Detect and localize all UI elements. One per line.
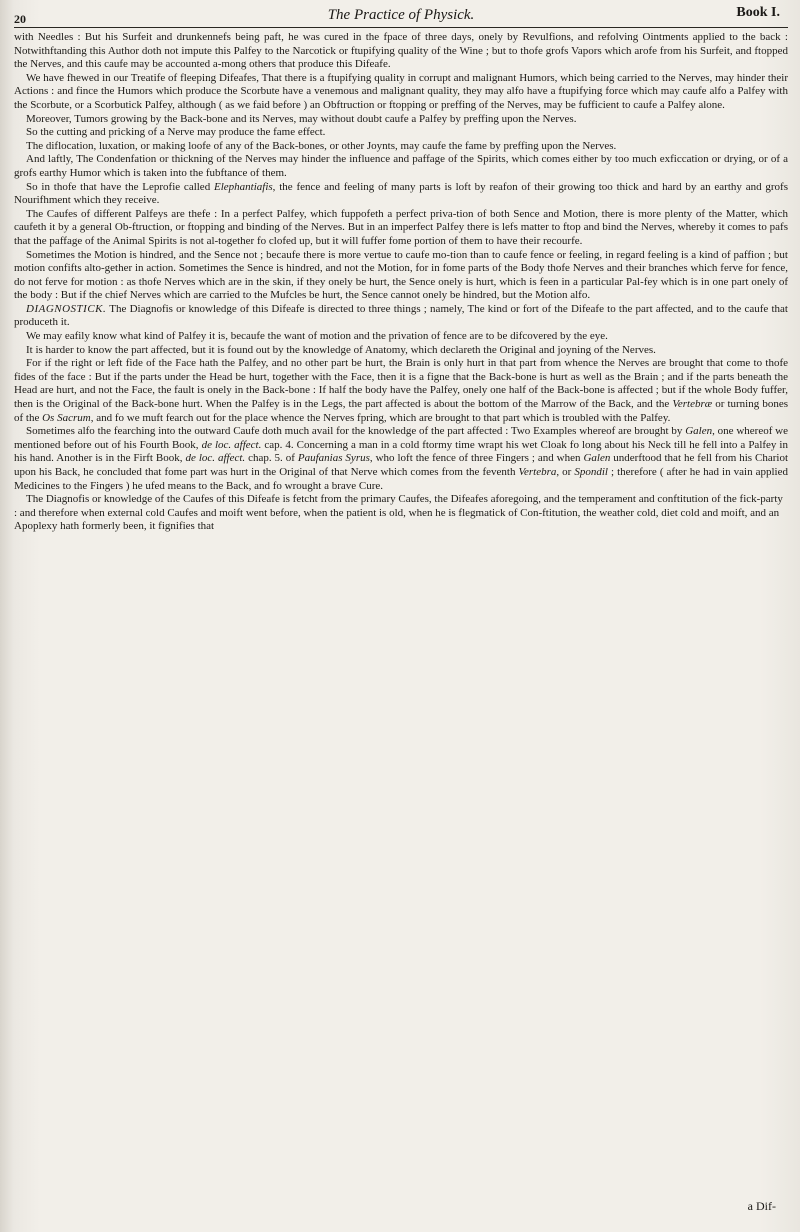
running-header: [14, 3, 788, 28]
paragraph: Sometimes the Motion is hindred, and the Sence not ; becaufe there is more vertue to caufe mo-tion than to caufe fence or feeling, in regard feeling is a kind of paffion ; but motion confifts alto-gether in action. Sometimes the Sence is hindred, and not the Motion, for in fome parts of the Body thofe Nerves and their branches which ferve for fence, do not ferve for motion : as thofe Nerves which are in the skin, if they onely be hurt, the Sence onely is hurt, which is feen in a particular Pal-fey which is in one part onely of the body : But if the chief Nerves which are carried to the Mufcles be hurt, the Sence cannot onely be hindred, but the Motion alfo.: [14, 248, 788, 302]
paragraph: Sometimes alfo the fearching into the outward Caufe doth much avail for the knowledge of the part affected : Two Examples whereof are brought by Galen, one whereof we mentioned before out of his Fourth Book, de loc. affect. cap. 4. Concerning a man in a cold ftormy time wrapt his wet Cloak fo long about his Neck till he fell into a Palfey in his hand. Another is in the Firft Book, de loc. affect. chap. 5. of Paufanias Syrus, who loft the fence of three Fingers ; and when Galen underftood that he fell from his Chariot upon his Back, he concluded that fome part was hurt in the Original of that Nerve which comes from the feventh Vertebra, or Spondil ; therefore ( after he had in vain applied Medicines to the Fingers ) he ufed means to the Back, and fo wrought a brave Cure.: [14, 425, 788, 492]
book-label: Book I.: [736, 5, 780, 20]
page-body: [14, 31, 788, 534]
paragraph: It is harder to know the part affected, but it is found out by the knowledge of Anatomy, which declareth the Original and joyning of the Nerves.: [26, 343, 656, 356]
paragraph: with Needles : But his Surfeit and drunkennefs being paft, he was cured in the fpace of three days, onely by Revulfions, and refolving Ointments applied to the back : Notwithftanding this Author doth not impute this Palfey to the Narcotick or ftupifying quality of the Wine ; but to thofe grofs Vapors which arofe from his Surfeit, and ftopped the Nerves, and this caufe may be accounted a-mong others that produce this Difeafe.: [14, 31, 788, 71]
paragraph: The Caufes of different Palfeys are thefe : In a perfect Palfey, which fuppofeth a perfect priva-tion of both Sence and Motion, there is more plenty of the Matter, which caufeth it by a general Ob-ftruction, or ftopping and binding of the Nerves. But in an imperfect Palfey there is lefs matter to ftop and bind the Nerves, whereby it comes to pafs that the paffage of the Animal Spirits is not al-together fo clofed up, but it will fuffer fome portion of them to have their recourfe.: [14, 207, 788, 247]
paragraph: And laftly, The Condenfation or thickning of the Nerves may hinder the influence and paffage of the Spirits, which comes either by too much exficcation or drying, or of a grofs earthy Humor which is taken into the fubftance of them.: [14, 153, 788, 179]
diagnostick-paragraph: DIAGNOSTICK. The Diagnofis or knowledge of this Difeafe is directed to three things ; namely, The kind or fort of the Difeafe to the part affected, and to the caufe that produceth it.: [14, 302, 788, 329]
catchword: a Dif-: [747, 1199, 776, 1213]
paragraph: Moreover, Tumors growing by the Back-bone and its Nerves, may without doubt caufe a Palfey by preffing upon the Nerves.: [26, 112, 577, 125]
paragraph: The Diagnofis or knowledge of the Caufes of this Difeafe is fetcht from the primary Caufes, the Difeafes aforegoing, and the temperament and conftitution of the fick-party : and therefore when external cold Caufes and moift went before, when the patient is old, when he is flegmatick of Con-ftitution, the weather cold, diet cold and moift, and an Apoplexy hath formerly been, it fignifies that: [14, 493, 783, 533]
paragraph: For if the right or left fide of the Face hath the Palfey, and no other part be hurt, the Brain is only hurt in that part from whence the Nerves are brought that come to thofe fides of the face : But if the parts under the Head be hurt, together with the Face, then it is a figne that the Back-bone is hurt as well as the Brain ; and if the parts beneath the Head are hurt, and not the Face, the fault is onely in the Back-bone : If half the body have the Palfey, onely one half of the Back-bone is affected ; but if the whole Body fuffer, then is the Original of the Back-bone hurt. When the Palfey is in the Legs, the part affected is about the bottom of the Marrow of the Back, and the Vertebræ or turning bones of the Os Sacrum, and fo we muft fearch out for the place whence the Nerves fpring, which are brought to that part which is troubled with the Palfey.: [14, 357, 788, 424]
running-title: The Practice of Physick.: [327, 7, 475, 23]
page-number: 20: [14, 12, 26, 26]
paragraph: So the cutting and pricking of a Nerve may produce the fame effect.: [26, 126, 326, 139]
paragraph: We have fhewed in our Treatife of fleeping Difeafes, That there is a ftupifying quality in corrupt and malignant Humors, which being carried to the Nerves, may hinder their Actions : and fince the Humors which produce the Scorbute have a venemous and malignant quality, they may alfo have a ftupifying force which may caufe alfo a Palfey with the Scorbute, or a Scorbutick Palfey, although ( as we faid before ) an Obftruction or ftopping or preffing of the Nerves, may be fufficient to caufe a Palfey alone.: [14, 71, 788, 111]
paragraph: We may eafily know what kind of Palfey it is, becaufe the want of motion and the privation of fence are to be difcovered by the eye.: [26, 330, 608, 343]
paragraph: So in thofe that have the Leprofie called Elephantiafis, the fence and feeling of many parts is loft by reafon of their growing too thick and hard by an earthy and grofs Nourifhment which they receive.: [14, 180, 788, 207]
paragraph: The diflocation, luxation, or making loofe of any of the Back-bones, or other Joynts, may caufe the fame by preffing upon the Nerves.: [26, 139, 617, 152]
